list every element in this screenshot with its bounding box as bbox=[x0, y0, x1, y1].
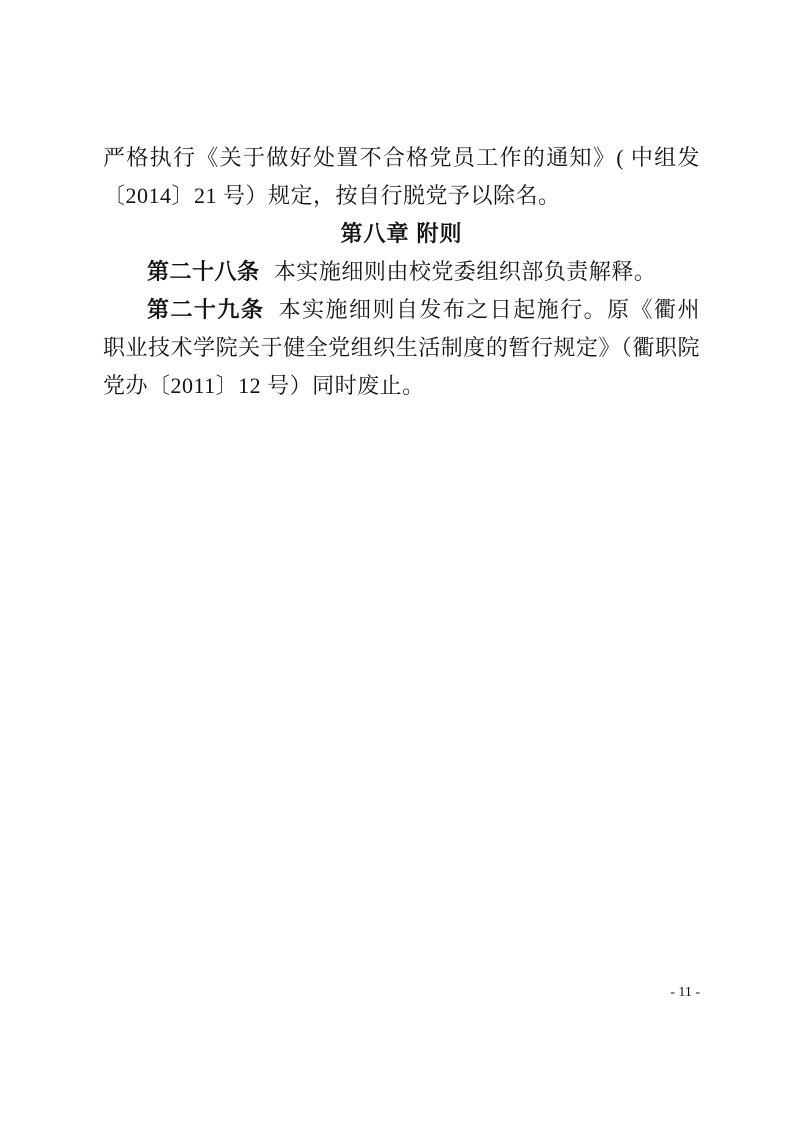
article-28-paragraph bbox=[103, 253, 700, 291]
page-number: - 11 - bbox=[670, 985, 700, 1000]
article-29-text: 本实施细则自发布之日起施行。原《衢州职业技术学院关于健全党组织生活制度的暂行规定》（衢职院党办〔2011〕12 号）同时废止。 bbox=[103, 297, 700, 398]
article-29-paragraph bbox=[103, 291, 700, 405]
article-28-number: 第二十八条 bbox=[147, 259, 260, 284]
chapter-heading: 第八章 附则 bbox=[340, 221, 463, 246]
article-29-number: 第二十九条 bbox=[147, 297, 265, 322]
continuation-paragraph: 严格执行《关于做好处置不合格党员工作的通知》( 中组发〔2014〕21 号）规定，按自行脱党予以除名。 bbox=[103, 145, 700, 208]
article-28-text: 本实施细则由校党委组织部负责解释。 bbox=[273, 259, 657, 284]
document-text-block bbox=[103, 139, 700, 405]
